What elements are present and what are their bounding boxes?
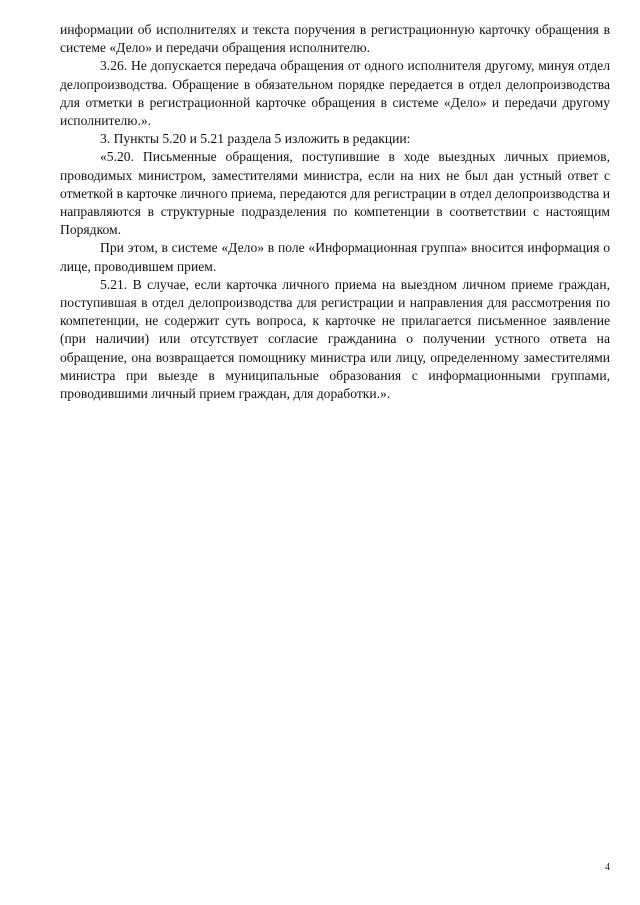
- paragraph-3-26: 3.26. Не допускается передача обращения от одного исполнителя другому, минуя отдел делопроизводства. Обращение в обязательном порядке передается в отдел делопроизводства для отметки в регистрационной карточке обращения в системе «Дело» и передачи другому исполнителю.».: [60, 58, 610, 129]
- paragraph-continuation: информации об исполнителях и текста поручения в регистрационную карточку обращения в системе «Дело» и передачи обращения исполнителю.: [60, 22, 610, 56]
- paragraph-info-group: При этом, в системе «Дело» в поле «Информационная группа» вносится информация о лице, проводившем прием.: [60, 240, 610, 274]
- paragraph-item-3: 3. Пункты 5.20 и 5.21 раздела 5 изложить в редакции:: [100, 131, 411, 147]
- paragraph-5-20: «5.20. Письменные обращения, поступившие в ходе выездных личных приемов, проводимых министром, заместителями министра, если на них не был дан устный ответ с отметкой в карточке личного приема, передаются для регистрации в отдел делопроизводства и направляются в структурные подразделения по компетенции в соответствии с настоящим Порядком.: [60, 149, 610, 238]
- page-number: 4: [605, 862, 610, 873]
- document-body: [60, 21, 610, 403]
- paragraph-5-21: 5.21. В случае, если карточка личного приема на выездном личном приеме граждан, поступившая в отдел делопроизводства для регистрации и направления для рассмотрения по компетенции, не содержит суть вопроса, к карточке не прилагается письменное заявление (при наличии) или отсутствует согласие гражданина о получении устного ответа на обращение, она возвращается помощнику министра или лицу, определенному заместителями министра при выезде в муниципальные образования с информационными группами, проводившими личный прием граждан, для доработки.».: [60, 276, 610, 402]
